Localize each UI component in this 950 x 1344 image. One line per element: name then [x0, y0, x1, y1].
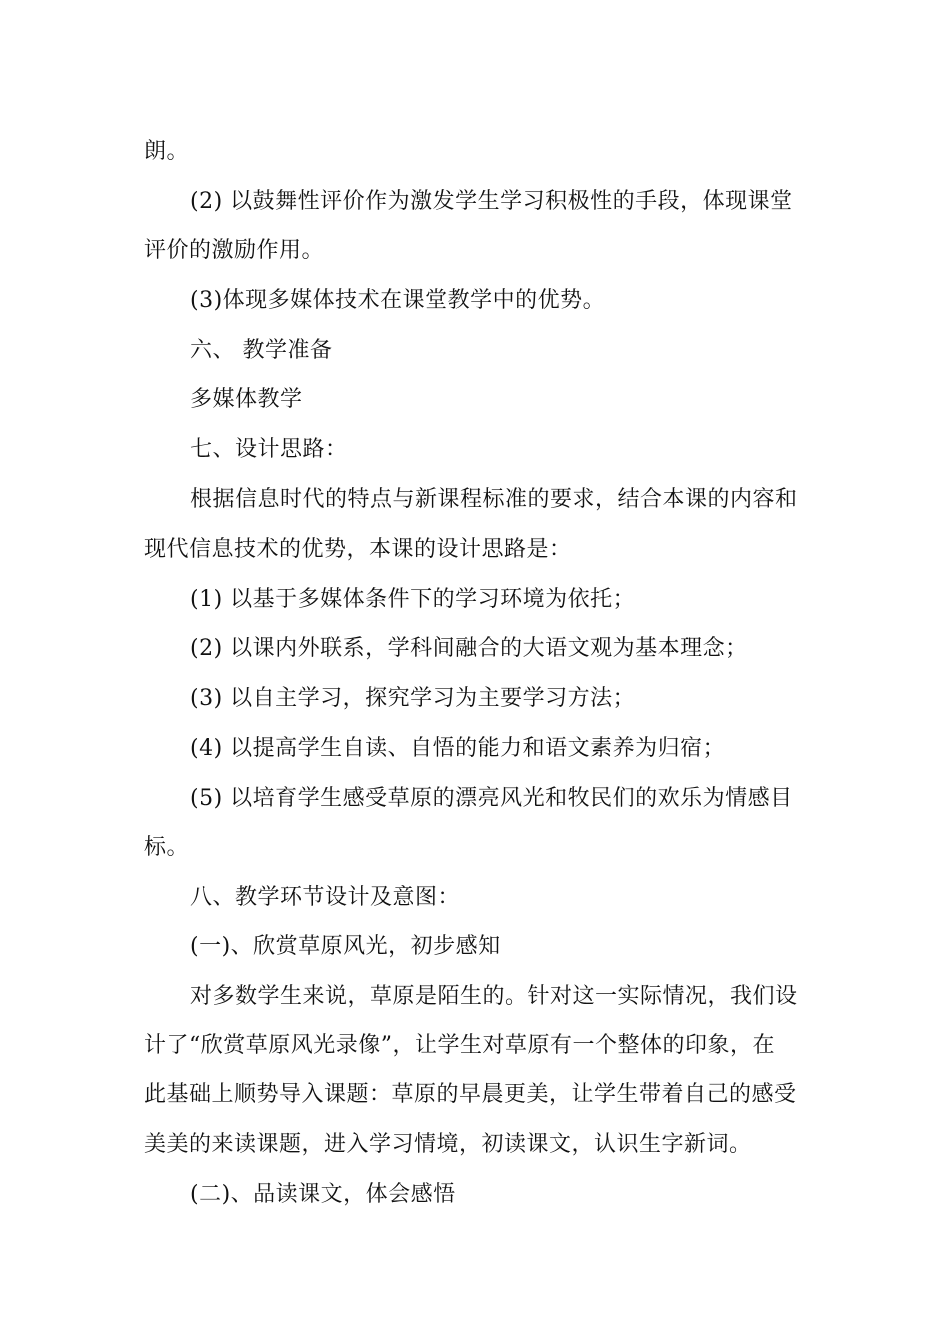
text-line: 对多数学生来说，草原是陌生的。针对这一实际情况，我们设: [190, 984, 798, 1009]
text-line: 根据信息时代的特点与新课程标准的要求，结合本课的内容和: [190, 487, 798, 512]
subsection-heading: (二)、品读课文，体会感悟: [190, 1182, 456, 1207]
list-item: (1) 以基于多媒体条件下的学习环境为依托；: [190, 587, 636, 612]
list-item: (2) 以课内外联系，学科间融合的大语文观为基本理念；: [190, 636, 748, 661]
section-heading: 七、设计思路：: [190, 437, 348, 462]
text-line: (3)体现多媒体技术在课堂教学中的优势。: [190, 288, 606, 313]
text-line: 标。: [144, 835, 190, 860]
text-line: 多媒体教学: [190, 387, 303, 412]
list-item: (5) 以培育学生感受草原的漂亮风光和牧民们的欢乐为情感目: [190, 786, 793, 811]
list-item: (3) 以自主学习，探究学习为主要学习方法；: [190, 686, 636, 711]
text-line: 现代信息技术的优势，本课的设计思路是：: [144, 537, 572, 562]
text-line: (2) 以鼓舞性评价作为激发学生学习积极性的手段，体现课堂: [190, 189, 793, 214]
text-line: 评价的激励作用。: [144, 238, 325, 263]
text-line: 此基础上顺势导入课题：草原的早晨更美，让学生带着自己的感受: [144, 1082, 797, 1107]
text-line: 朗。: [144, 139, 190, 164]
section-heading: 六、 教学准备: [190, 338, 333, 363]
text-line: 计了“欣赏草原风光录像”，让学生对草原有一个整体的印象，在: [144, 1033, 775, 1058]
subsection-heading: (一)、欣赏草原风光，初步感知: [190, 934, 501, 959]
list-item: (4) 以提高学生自读、自悟的能力和语文素养为归宿；: [190, 736, 726, 761]
text-line: 美美的来读课题，进入学习情境，初读课文，认识生字新词。: [144, 1132, 752, 1157]
section-heading: 八、教学环节设计及意图：: [190, 885, 461, 910]
